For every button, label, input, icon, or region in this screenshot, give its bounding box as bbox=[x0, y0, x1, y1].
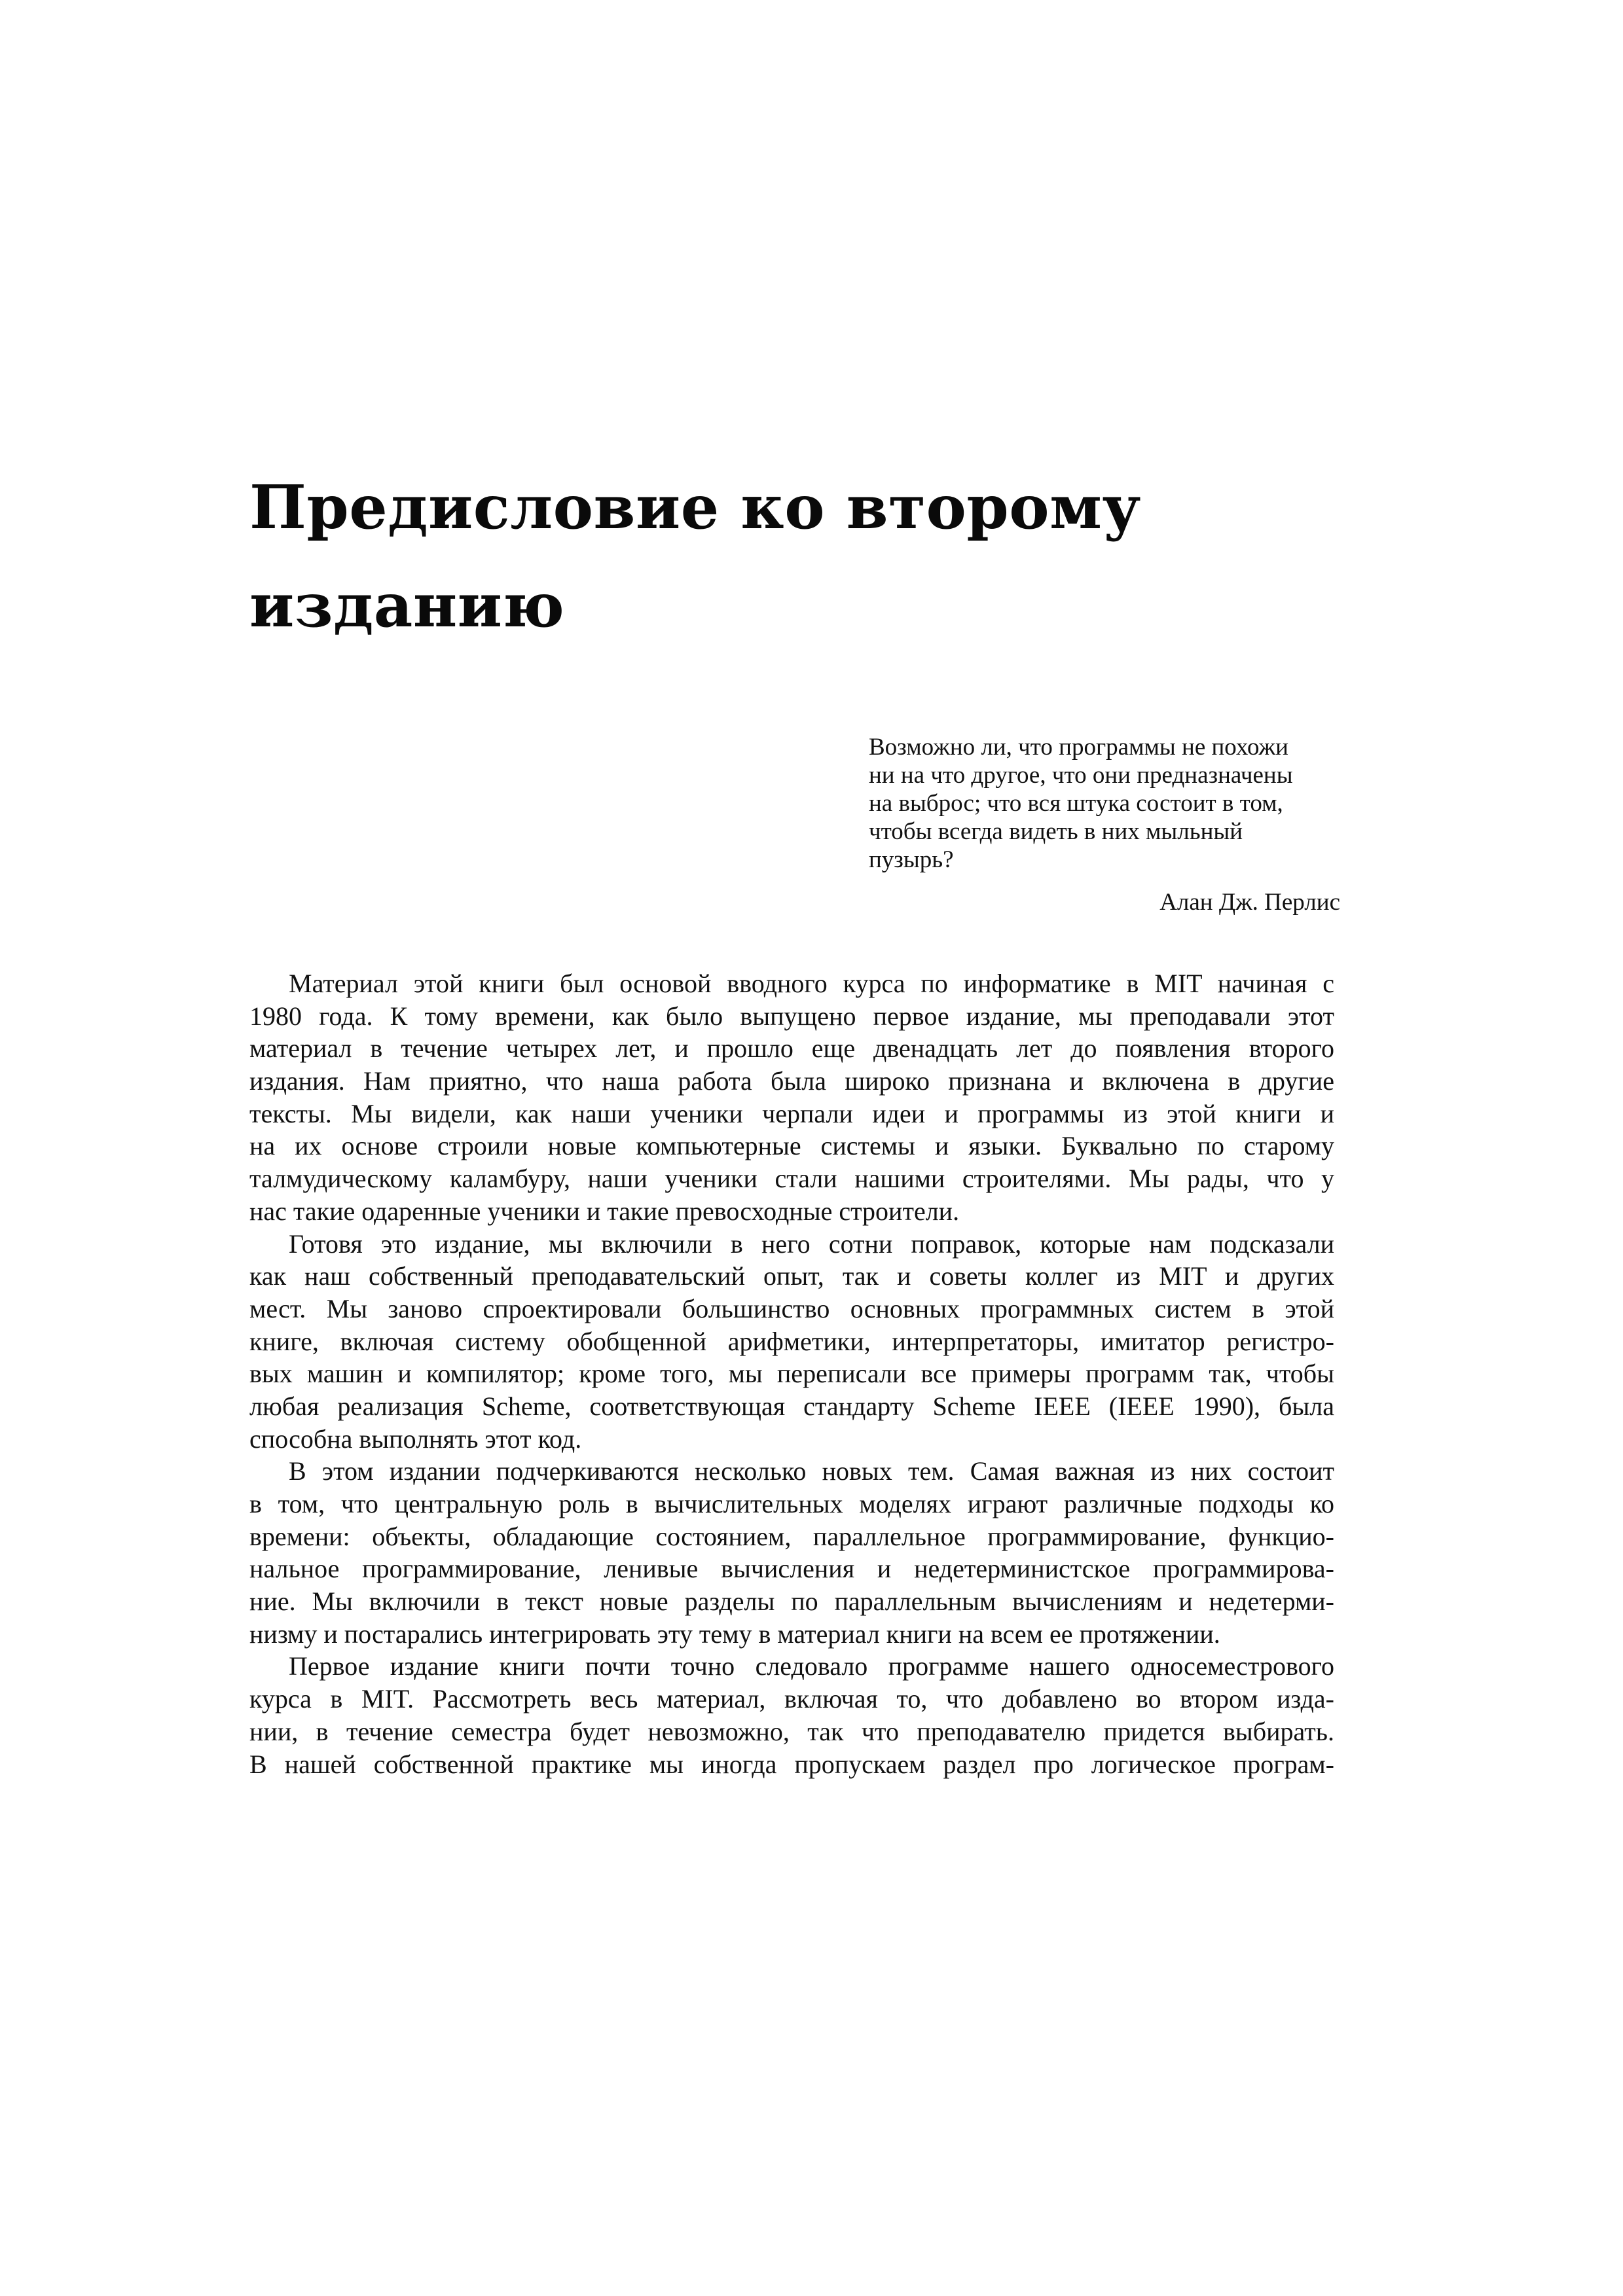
text-line: любая реализация Scheme, соответствующая стандарту Scheme IEEE (IEEE 1990), была bbox=[249, 1391, 1334, 1421]
epigraph-line: чтобы всегда видеть в них мыльный bbox=[869, 818, 1243, 845]
paragraph bbox=[249, 1228, 1334, 1456]
text-line: тексты. Мы видели, как наши ученики черпали идеи и программы из этой книги и bbox=[249, 1098, 1334, 1128]
chapter-title bbox=[249, 458, 1362, 655]
text-line: В этом издании подчеркиваются несколько новых тем. Самая важная из них состоит bbox=[289, 1456, 1334, 1486]
text-line: Готовя это издание, мы включили в него сотни поправок, которые нам подсказали bbox=[289, 1229, 1334, 1259]
text-line: материал в течение четырех лет, и прошло еще двенадцать лет до появления второго bbox=[249, 1033, 1334, 1064]
text-line: в том, что центральную роль в вычислительных моделях играют различные подходы ко bbox=[249, 1489, 1334, 1518]
epigraph-line: пузырь? bbox=[869, 846, 954, 873]
text-line: нии, в течение семестра будет невозможно, так что преподавателю придется выбирать. bbox=[249, 1716, 1334, 1746]
text-line: способна выполнять этот код. bbox=[249, 1424, 582, 1454]
paragraph bbox=[249, 967, 1334, 1228]
chapter-title-line: Предисловие ко второму bbox=[249, 472, 1141, 543]
text-line: Материал этой книги был основой вводного курса по информатике в MIT начиная с bbox=[289, 969, 1334, 998]
epigraph bbox=[869, 733, 1340, 916]
paragraph bbox=[249, 1455, 1334, 1650]
epigraph-line: на выброс; что вся штука состоит в том, bbox=[869, 790, 1283, 817]
text-line: ние. Мы включили в текст новые разделы по параллельным вычислениям и недетерми- bbox=[249, 1587, 1334, 1617]
text-line: как наш собственный преподавательский опыт, так и советы коллег из MIT и других bbox=[249, 1261, 1334, 1291]
text-line: Первое издание книги почти точно следовало программе нашего односеместрового bbox=[289, 1651, 1334, 1681]
text-line: книге, включая систему обобщенной арифметики, интерпретаторы, имитатор регистро- bbox=[249, 1326, 1334, 1356]
body-text bbox=[249, 967, 1334, 1780]
epigraph-author: Алан Дж. Перлис bbox=[1159, 889, 1340, 916]
chapter-title-line: изданию bbox=[249, 570, 565, 641]
text-line: В нашей собственной практике мы иногда пропускаем раздел про логическое програм- bbox=[249, 1749, 1334, 1779]
text-line: нас такие одаренные ученики и такие превосходные строители. bbox=[249, 1196, 960, 1226]
text-line: издания. Нам приятно, что наша работа была широко признана и включена в другие bbox=[249, 1066, 1334, 1096]
text-line: низму и постарались интегрировать эту тему в материал книги на всем ее протяжении. bbox=[249, 1619, 1220, 1649]
text-line: талмудическому каламбуру, наши ученики стали нашими строителями. Мы рады, что у bbox=[249, 1164, 1334, 1194]
text-line: курса в MIT. Рассмотреть весь материал, включая то, что добавлено во втором изда- bbox=[249, 1684, 1334, 1714]
text-line: времени: объекты, обладающие состоянием, параллельное программирование, функцио- bbox=[249, 1521, 1334, 1551]
paragraph bbox=[249, 1650, 1334, 1780]
text-line: 1980 года. К тому времени, как было выпущено первое издание, мы преподавали этот bbox=[249, 1001, 1334, 1031]
epigraph-line: Возможно ли, что программы не похожи bbox=[869, 734, 1288, 761]
text-line: на их основе строили новые компьютерные системы и языки. Буквально по старому bbox=[249, 1131, 1334, 1161]
text-line: мест. Мы заново спроектировали большинство основных программных систем в этой bbox=[249, 1293, 1334, 1323]
text-line: вых машин и компилятор; кроме того, мы переписали все примеры программ так, чтобы bbox=[249, 1359, 1334, 1389]
text-line: нальное программирование, ленивые вычисления и недетерминистское программирова- bbox=[249, 1554, 1334, 1584]
epigraph-line: ни на что другое, что они предназначены bbox=[869, 762, 1293, 789]
